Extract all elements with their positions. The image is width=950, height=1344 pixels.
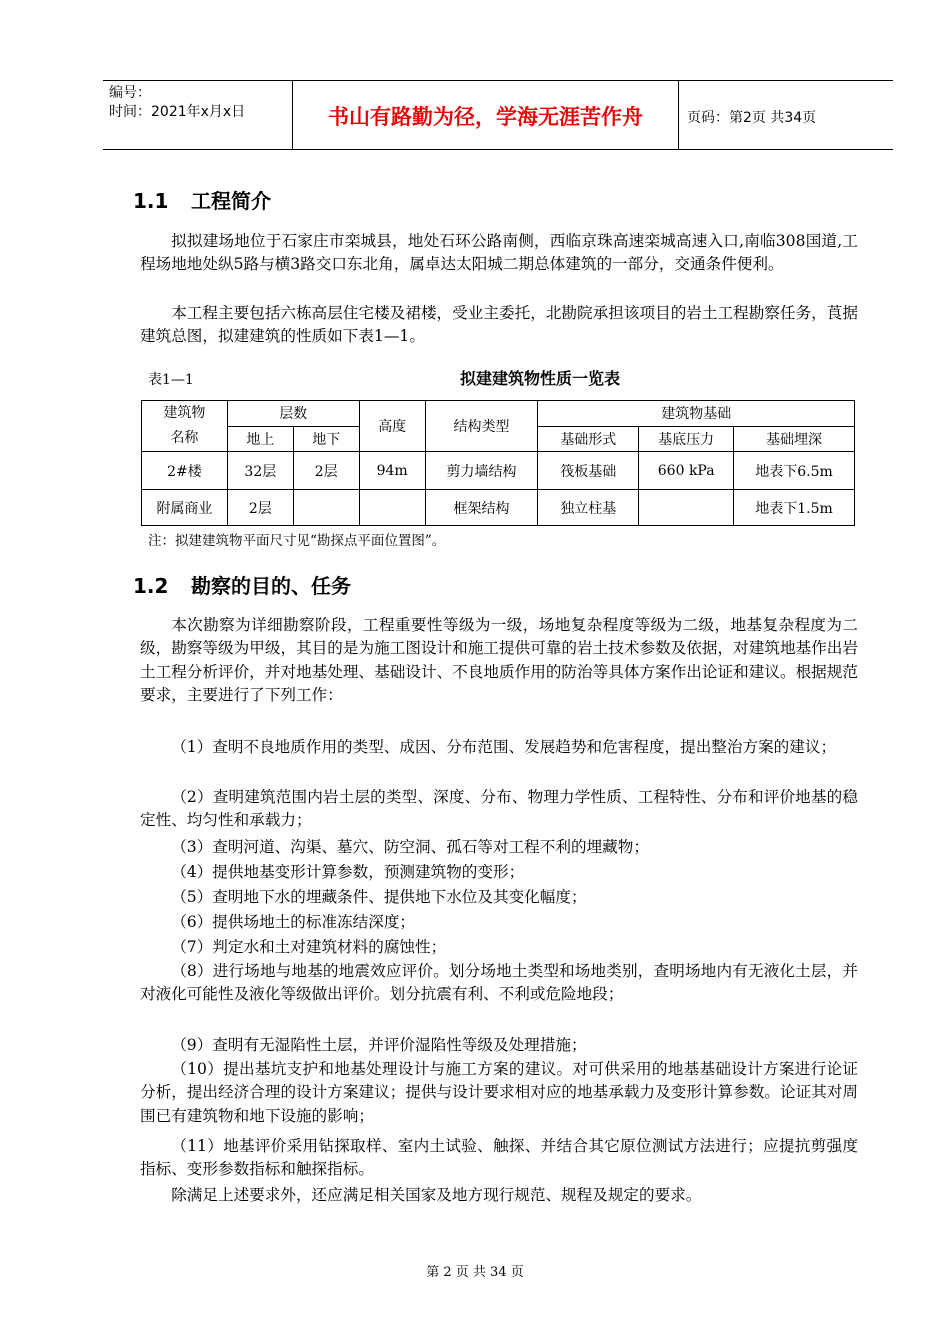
header-structure: 结构类型 bbox=[425, 401, 538, 452]
section-title: 工程简介 bbox=[191, 189, 271, 213]
cell-depth: 地表下1.5m bbox=[734, 490, 855, 526]
section-number: 1.1 bbox=[133, 189, 169, 213]
list-item: （11）地基评价采用钻探取样、室内土试验、触探、并结合其它原位测试方法进行；应提抗剪强度指标、变形参数指标和触探指标。 bbox=[140, 1137, 858, 1179]
cell-height: 94m bbox=[359, 452, 425, 490]
header-below: 地下 bbox=[293, 426, 359, 452]
number-label: 编号： bbox=[109, 85, 151, 101]
header-building-name: 建筑物 名称 bbox=[142, 401, 228, 452]
header-foundation-form: 基础形式 bbox=[538, 426, 639, 452]
header-page-info: 页码：第2页 共34页 bbox=[687, 110, 817, 126]
section-heading-1-2 bbox=[133, 570, 351, 599]
header-motto: 书山有路勤为径，学海无涯苦作舟 bbox=[328, 105, 643, 129]
cell-above: 2层 bbox=[227, 490, 293, 526]
cell-name: 2#楼 bbox=[142, 452, 228, 490]
table-caption-number: 表1—1 bbox=[148, 372, 194, 388]
cell-pressure bbox=[639, 490, 734, 526]
section-title: 勘察的目的、任务 bbox=[191, 574, 351, 598]
header-floors: 层数 bbox=[227, 401, 359, 427]
cell-above: 32层 bbox=[227, 452, 293, 490]
paragraph: 拟拟建场地位于石家庄市栾城县，地处石环公路南侧，西临京珠高速栾城高速入口,南临308国道,工程场地地处纵5路与横3路交口东北角，属卓达太阳城二期总体建筑的一部分，交通条件便利。 bbox=[140, 232, 858, 274]
list-item: （6）提供场地土的标准冻结深度； bbox=[171, 913, 416, 931]
paragraph: 本工程主要包括六栋高层住宅楼及裙楼，受业主委托，北勘院承担该项目的岩土工程勘察任务，莨据建筑总图，拟建建筑的性质如下表1—1。 bbox=[140, 304, 858, 346]
list-item: （1）查明不良地质作用的类型、成因、分布范围、发展趋势和危害程度，提出整治方案的建议； bbox=[171, 738, 837, 756]
header-height: 高度 bbox=[359, 401, 425, 452]
cell-form: 筏板基础 bbox=[538, 452, 639, 490]
cell-pressure: 660 kPa bbox=[639, 452, 734, 490]
table-caption-title: 拟建建筑物性质一览表 bbox=[459, 369, 620, 388]
list-item: （8）进行场地与地基的地震效应评价。划分场地土类型和场地类别，查明场地内有无液化土层，并对液化可能性及液化等级做出评价。划分抗震有利、不利或危险地段； bbox=[140, 962, 858, 1004]
list-item: （3）查明河道、沟渠、墓穴、防空洞、孤石等对工程不利的埋藏物； bbox=[171, 838, 649, 856]
header-embed-depth: 基础埋深 bbox=[734, 426, 855, 452]
list-item: （9）查明有无湿陷性土层，并评价湿陷性等级及处理措施； bbox=[171, 1036, 587, 1054]
table-row bbox=[142, 490, 855, 526]
cell-structure: 剪力墙结构 bbox=[425, 452, 538, 490]
table-row bbox=[142, 452, 855, 490]
page-footer: 第 2 页 共 34 页 bbox=[426, 1265, 524, 1280]
section-number: 1.2 bbox=[133, 574, 169, 598]
header-divider bbox=[678, 81, 679, 149]
list-item: （5）查明地下水的埋藏条件、提供地下水位及其变化幅度； bbox=[171, 888, 587, 906]
cell-below bbox=[293, 490, 359, 526]
header-meta bbox=[109, 84, 287, 122]
paragraph: 除满足上述要求外，还应满足相关国家及地方现行规范、规程及规定的要求。 bbox=[171, 1186, 702, 1204]
list-item: （7）判定水和土对建筑材料的腐蚀性； bbox=[171, 938, 447, 956]
header-base-pressure: 基底压力 bbox=[639, 426, 734, 452]
list-item: （2）查明建筑范围内岩土层的类型、深度、分布、物理力学性质、工程特性、分布和评价地基的稳定性、均匀性和承载力； bbox=[140, 788, 858, 830]
section-heading-1-1 bbox=[133, 185, 271, 214]
header-above: 地上 bbox=[227, 426, 293, 452]
page-header bbox=[103, 80, 893, 150]
list-item: （10）提出基坑支护和地基处理设计与施工方案的建议。对可供采用的地基基础设计方案进行论证分析，提出经济合理的设计方案建议；提供与设计要求相对应的地基承载力及变形计算参数。论证其对周围已有建筑物和地下设施的影响； bbox=[140, 1060, 858, 1125]
cell-form: 独立柱基 bbox=[538, 490, 639, 526]
cell-height bbox=[359, 490, 425, 526]
time-label: 时间：2021年x月x日 bbox=[109, 104, 246, 120]
cell-structure: 框架结构 bbox=[425, 490, 538, 526]
building-properties-table bbox=[141, 400, 855, 526]
cell-below: 2层 bbox=[293, 452, 359, 490]
header-foundation: 建筑物基础 bbox=[538, 401, 855, 427]
cell-name: 附属商业 bbox=[142, 490, 228, 526]
list-item: （4）提供地基变形计算参数，预测建筑物的变形； bbox=[171, 863, 525, 881]
cell-depth: 地表下6.5m bbox=[734, 452, 855, 490]
table-note: 注：拟建建筑物平面尺寸见“勘探点平面位置图”。 bbox=[148, 533, 446, 549]
paragraph: 本次勘察为详细勘察阶段，工程重要性等级为一级，场地复杂程度等级为二级，地基复杂程度为二级，勘察等级为甲级，其目的是为施工图设计和施工提供可靠的岩土技术参数及依据，对建筑地基作出岩土工程分析评价，并对地基处理、基础设计、不良地质作用的防治等具体方案作出论证和建议。根据规范要求，主要进行了下列工作： bbox=[140, 616, 858, 705]
